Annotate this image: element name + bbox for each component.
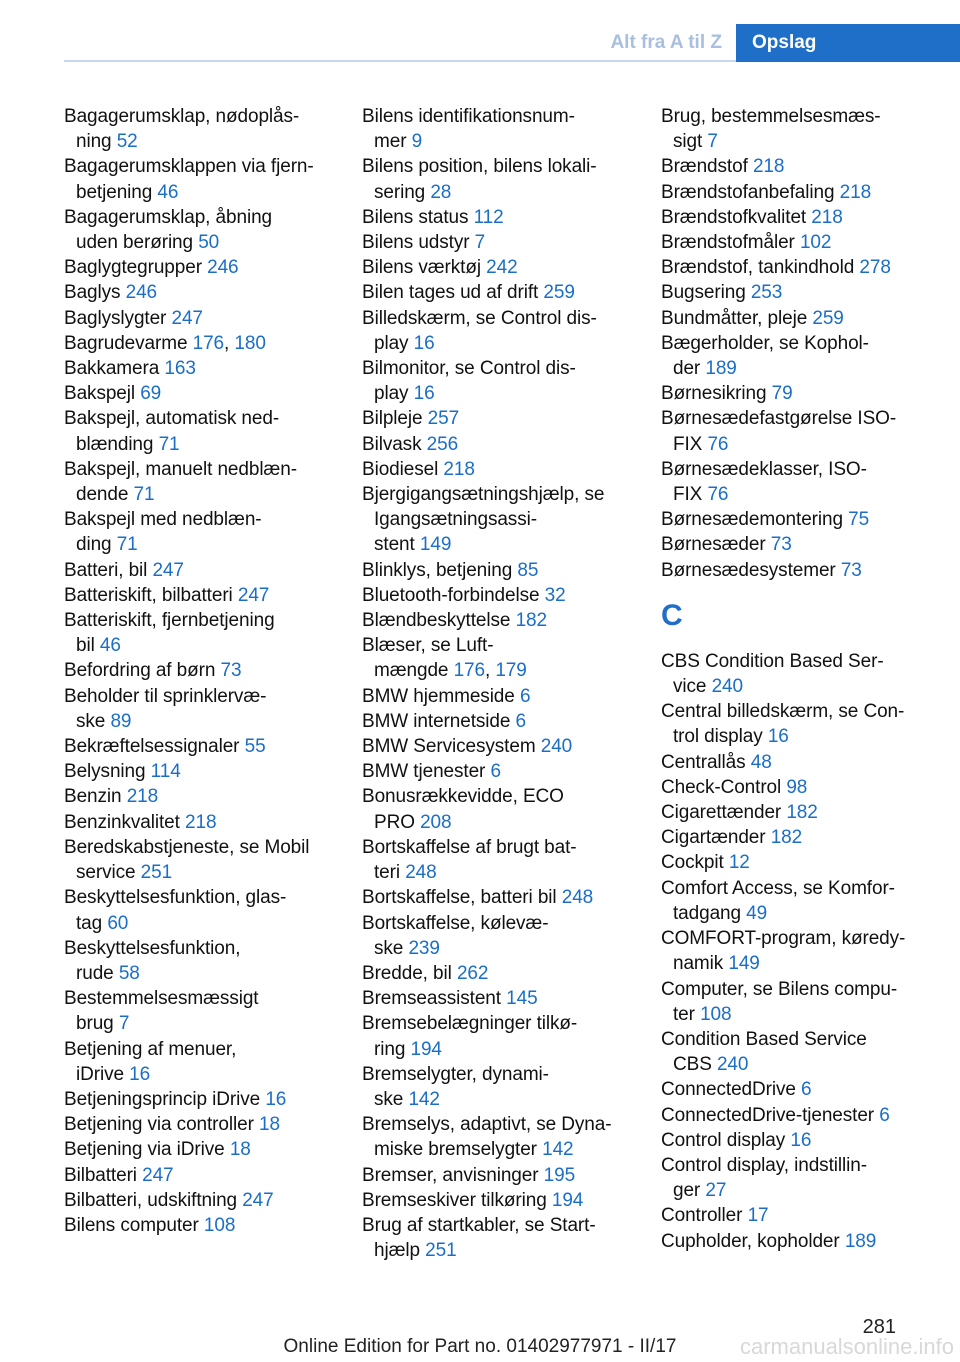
page-reference-link[interactable]: 50 [198,232,220,254]
index-entry [362,280,634,305]
page-reference-link[interactable]: 189 [705,358,737,380]
index-term: Betjening af menuer, iDrive [64,1038,237,1085]
index-entry [64,205,336,255]
page-reference-link[interactable]: 256 [426,433,459,455]
index-term: Brug, bestemmelsesmæs‐ sigt [661,106,881,153]
index-term: Betjeningsprincip iDrive [64,1088,261,1110]
page-reference-link[interactable]: 76 [707,484,729,506]
index-term: Børnesædeklasser, ISO‐ FIX [661,458,867,506]
index-term: Bilens identifikationsnum‐ mer [362,106,575,153]
index-entry [64,1087,336,1112]
page-reference-link[interactable]: 16 [790,1129,812,1151]
index-entry [64,1112,336,1137]
index-term: Brændstof, tankindhold [661,257,855,279]
index-entry [64,684,336,734]
page-reference-link[interactable]: 52 [116,131,138,153]
page-reference-link[interactable]: 17 [747,1205,769,1227]
index-term: Bilens værktøj [362,257,481,279]
index-entry [64,1213,336,1238]
index-term: Cigartænder [661,827,766,849]
index-entry [362,835,634,885]
index-entry [661,775,933,800]
index-entry [661,558,933,583]
index-term: Bekræftelsessignaler [64,736,240,758]
index-entry [64,280,336,305]
index-entry [64,1188,336,1213]
page-reference-link[interactable]: 218 [126,786,159,808]
page-reference-link[interactable]: 89 [110,710,132,732]
index-entry [64,381,336,406]
index-term: Check-Control [661,776,782,798]
page-reference-link[interactable]: 6 [519,685,531,707]
page-reference-link[interactable]: 73 [770,534,792,556]
index-entry [661,507,933,532]
page-reference-link[interactable]: 182 [515,610,547,632]
page-reference-link[interactable]: 142 [542,1139,574,1161]
page-reference-link[interactable]: 32 [544,584,566,606]
index-entry [362,406,634,431]
index-term: Bredde, bil [362,962,452,984]
index-entry [362,1188,634,1213]
index-entry [362,784,634,834]
page-reference-link[interactable]: 48 [750,751,772,773]
page-reference-link[interactable]: 79 [771,383,793,405]
index-entry [362,230,634,255]
page-reference-link[interactable]: 176 [192,332,225,354]
index-term: Børnesæder [661,534,766,556]
index-term: Børnesædefastgørelse ISO‐ FIX [661,408,897,455]
index-term: Benzinkvalitet [64,811,180,833]
index-entry [661,230,933,255]
page-reference-link[interactable]: 75 [848,509,870,531]
index-entry [64,835,336,885]
index-term: Bremselys, adaptivt, se Dyna‐ miske bremselygter [362,1114,612,1161]
index-term: Condition Based Service CBS [661,1028,867,1076]
page-reference-link[interactable]: 73 [840,559,862,581]
index-term: Batteri, bil [64,559,148,581]
index-term: Brug af startkabler, se Start‐ hjælp [362,1214,596,1262]
index-term: Bægerholder, se Kophol‐ der [661,332,869,380]
index-entry [64,810,336,835]
index-term: Brændstofanbefaling [661,181,835,203]
index-entry [661,876,933,926]
index-term: Bakspejl [64,383,136,405]
page-reference-link[interactable]: 112 [473,206,504,228]
page-reference-link[interactable]: 240 [540,736,573,758]
index-entry [362,1062,634,1112]
page-reference-link[interactable]: 262 [456,962,489,984]
index-term: Centrallås [661,751,746,773]
index-entry [661,1203,933,1228]
index-term: Bilbatteri, udskiftning [64,1189,238,1211]
index-term: Bortskaffelse af brugt bat‐ teri [362,836,577,884]
page-reference-link[interactable]: 247 [142,1164,174,1186]
index-entry [64,356,336,381]
index-term: Bakspejl, automatisk ned‐ blænding [64,408,280,455]
page-reference-link[interactable]: 189 [844,1230,877,1252]
index-term: Baglygtegrupper [64,257,202,279]
index-entry [64,784,336,809]
index-entry [362,986,634,1011]
index-term: Bilmonitor, se Control dis‐ play [362,358,576,405]
page-reference-link[interactable]: 195 [543,1164,576,1186]
index-entry [661,649,933,699]
index-term: Blæser, se Luft‐ mængde [362,635,494,682]
page-reference-link[interactable]: 247 [152,559,184,581]
index-term: Bjergigangsætningshjælp, se Igangsætningsassi‐ stent [362,484,605,556]
index-column-1 [64,104,336,1238]
index-entry: Bagrudevarme 176, 180 [64,332,266,354]
page-reference-link[interactable]: 6 [879,1104,890,1126]
page-reference-link[interactable]: 7 [707,131,718,153]
page-reference-link[interactable]: 71 [133,484,155,506]
index-term: Brændstof [661,156,748,178]
index-entry [362,608,634,633]
index-term: Cockpit [661,852,724,874]
page-reference-link[interactable]: 18 [259,1114,280,1136]
index-term: Bagrudevarme [64,332,188,354]
index-term: Bremselygter, dynami‐ ske [362,1063,549,1110]
page-reference-link[interactable]: 149 [728,953,760,975]
index-entry [64,936,336,986]
index-entry [661,750,933,775]
index-entry [64,1163,336,1188]
page-reference-link[interactable]: 98 [786,776,808,798]
index-term: Bilvask [362,433,422,455]
index-entry [661,1103,933,1128]
index-term: Bugsering [661,282,746,304]
page-reference-link[interactable]: 251 [425,1240,457,1262]
page-reference-link[interactable]: 149 [419,534,452,556]
index-term: Bagagerumsklap, nødoplås‐ ning [64,106,300,153]
page-reference-link[interactable]: 182 [770,827,803,849]
index-entry [661,1229,933,1254]
index-entry [661,280,933,305]
index-entry [362,104,634,154]
index-entry [661,800,933,825]
index-term: Control display, indstillin‐ ger [661,1154,867,1202]
index-term: Bundmåtter, pleje [661,307,808,329]
index-term: Billedskærm, se Control dis‐ play [362,307,597,354]
index-term: Betjening via controller [64,1114,254,1136]
index-entry [362,356,634,406]
page-reference-link[interactable]: 239 [408,937,440,959]
index-term: Bestemmelsesmæssigt brug [64,988,259,1035]
page-reference-link[interactable]: 73 [220,660,242,682]
index-entry [661,457,933,507]
index-term: Biodiesel [362,458,439,480]
index-entry [64,658,336,683]
index-term: Betjening via iDrive [64,1139,225,1161]
index-entry [64,734,336,759]
page-reference-link[interactable]: 12 [728,852,750,874]
index-entry [64,885,336,935]
header-chapter-tab[interactable]: Opslag [736,24,960,62]
page-reference-link[interactable]: 55 [244,736,266,758]
index-entry [661,977,933,1027]
index-entry [661,1153,933,1203]
letter-heading: C [661,598,683,632]
index-entry [362,558,634,583]
page-reference-link[interactable]: 180 [234,332,266,354]
index-entry [64,457,336,507]
index-column-3 [661,104,933,1254]
index-entry [64,608,336,658]
index-entry [661,850,933,875]
page-reference-link[interactable]: 182 [786,802,818,824]
index-term: BMW tjenester [362,761,486,783]
page-reference-link[interactable]: 58 [118,962,140,984]
index-term: Børnesædesystemer [661,559,836,581]
page-reference-link[interactable]: 194 [410,1038,442,1060]
page-reference-link[interactable]: 259 [812,307,844,329]
page-reference-link[interactable]: 7 [118,1013,130,1035]
page-reference-link[interactable]: 6 [801,1079,812,1101]
page-reference-link[interactable]: 60 [107,912,129,934]
index-term: Bakspejl, manuelt nedblæn‐ dende [64,458,297,506]
page-reference-link[interactable]: 194 [551,1189,584,1211]
index-entry [64,1037,336,1087]
index-term: Bortskaffelse, batteri bil [362,887,557,909]
page-reference-link[interactable]: 248 [405,862,437,884]
index-term: BMW internetside [362,710,511,732]
page-reference-link[interactable]: 85 [517,559,539,581]
index-term: Bortskaffelse, kølevæ‐ ske [362,912,549,959]
index-term: Baglyslygter [64,307,167,329]
index-term: CBS Condition Based Ser‐ vice [661,650,884,698]
index-term: Bagagerumsklap, åbning uden berøring [64,206,272,254]
page-reference-link[interactable]: 16 [413,332,435,354]
index-term: Bilens status [362,206,469,228]
page-reference-link[interactable]: 145 [506,988,538,1010]
index-entry [661,1077,933,1102]
page-reference-link[interactable]: 142 [408,1088,440,1110]
index-term: Bilbatteri [64,1164,137,1186]
index-term: Bilen tages ud af drift [362,282,539,304]
index-entry [64,1137,336,1162]
index-term: ConnectedDrive [661,1079,796,1101]
index-entry [362,1213,634,1263]
index-term: Bonusrækkevidde, ECO PRO [362,786,564,833]
index-entry [362,205,634,230]
page-reference-link[interactable]: 176 [453,660,485,682]
index-term: Brændstofkvalitet [661,206,807,228]
page-reference-link[interactable]: 247 [237,584,270,606]
index-term: Børnesikring [661,383,767,405]
index-entry [362,1112,634,1162]
index-entry [661,180,933,205]
index-entry [661,406,933,456]
page-reference-link[interactable]: 108 [203,1214,236,1236]
page-reference-link[interactable]: 259 [543,282,575,304]
page-reference-link[interactable]: 16 [413,383,435,405]
page-reference-link[interactable]: 246 [207,257,239,279]
index-term: Bilpleje [362,408,423,430]
index-term: ConnectedDrive-tjenester [661,1104,875,1126]
page-reference-link[interactable]: 251 [140,862,173,884]
page-reference-link[interactable]: 179 [495,660,527,682]
page-reference-link[interactable]: 76 [707,433,729,455]
index-entry [64,759,336,784]
index-term: Benzin [64,786,122,808]
index-column-2 [362,104,634,1263]
index-term: Bluetooth-forbindelse [362,584,540,606]
index-entry [64,104,336,154]
page-reference-link[interactable]: 9 [411,131,423,153]
index-entry [661,532,933,557]
index-entry [362,961,634,986]
index-entry [64,406,336,456]
index-entry [362,482,634,558]
index-term: Cupholder, kopholder [661,1230,840,1252]
page-reference-link[interactable]: 246 [125,282,158,304]
page-reference-link[interactable]: 253 [750,282,783,304]
page-reference-link[interactable]: 27 [705,1180,727,1202]
page-reference-link[interactable]: 218 [443,458,475,480]
index-entry [362,154,634,204]
index-term: Batteriskift, fjernbetjening bil [64,610,275,657]
page-reference-link[interactable]: 49 [746,902,768,924]
index-term: Bremseskiver tilkøring [362,1189,547,1211]
index-term: Control display [661,1129,786,1151]
watermark: carmanualsonline.info [739,1334,954,1359]
page-reference-link[interactable]: 16 [129,1063,151,1085]
index-term: Bremsebelægninger tilkø‐ ring [362,1013,578,1060]
page-reference-link[interactable]: 218 [839,181,872,203]
index-term: Børnesædemontering [661,509,843,531]
page-number: 281 [862,1316,896,1338]
index-entry: Blæser, se Luft‐ mængde 176, 179 [362,635,527,682]
index-entry [661,1027,933,1077]
footer-edition-note: Online Edition for Part no. 01402977971 - II/17 [283,1336,677,1357]
index-term: BMW hjemmeside [362,685,515,707]
index-term: Controller [661,1205,743,1227]
index-term: Bagagerumsklappen via fjern‐ betjening [64,156,314,203]
index-entry [661,154,933,179]
page-reference-link[interactable]: 18 [229,1139,251,1161]
index-term: Bremser, anvisninger [362,1164,539,1186]
index-entry [64,986,336,1036]
page-reference-link[interactable]: 218 [185,811,217,833]
page-reference-link[interactable]: 46 [99,635,121,657]
index-entry [661,104,933,154]
index-entry [362,759,634,784]
index-entry [362,911,634,961]
index-entry [64,583,336,608]
index-entry [362,457,634,482]
index-entry [362,583,634,608]
page-reference-link[interactable]: 69 [140,383,162,405]
page-reference-link[interactable]: 28 [430,181,452,203]
index-term: Computer, se Bilens compu‐ ter [661,978,898,1025]
index-entry [661,306,933,331]
page-reference-link[interactable]: 257 [427,408,460,430]
index-term: Bilens position, bilens lokali‐ sering [362,156,597,203]
index-entry [661,205,933,230]
page-reference-link[interactable]: 247 [171,307,203,329]
index-term: Cigarettænder [661,802,782,824]
page-reference-link[interactable]: 208 [420,811,452,833]
index-term: Beskyttelsesfunktion, rude [64,937,241,984]
header-section-title: Alt fra A til Z [610,32,722,53]
index-entry [362,1011,634,1061]
page-reference-link[interactable]: 114 [150,761,181,783]
index-entry [362,684,634,709]
index-term: Bakkamera [64,358,160,380]
index-entry [362,709,634,734]
index-term: Bremseassistent [362,988,501,1010]
page-reference-link[interactable]: 242 [486,257,518,279]
index-entry [64,507,336,557]
page-reference-link[interactable]: 163 [164,358,196,380]
index-term: Belysning [64,761,146,783]
page-reference-link[interactable]: 240 [716,1054,749,1076]
index-entry [362,734,634,759]
page-reference-link[interactable]: 247 [242,1189,274,1211]
index-entry [64,558,336,583]
index-entry [661,255,933,280]
page-reference-link[interactable]: 102 [799,232,832,254]
page-reference-link[interactable]: 71 [116,534,138,556]
index-term: Blændbeskyttelse [362,610,511,632]
index-term: Bakspejl med nedblæn‐ ding [64,509,262,556]
index-entry [362,255,634,280]
index-entry [64,255,336,280]
index-entry [661,825,933,850]
index-entry [661,699,933,749]
index-term: Bilens computer [64,1214,199,1236]
index-term: Beredskabstjeneste, se Mobil service [64,836,310,884]
page-reference-link[interactable]: 218 [752,156,785,178]
page-reference-link[interactable]: 71 [158,433,180,455]
page-reference-link[interactable]: 108 [700,1003,732,1025]
index-term: Blinklys, betjening [362,559,513,581]
page-reference-link[interactable]: 240 [711,676,743,698]
page-reference-link[interactable]: 16 [265,1088,287,1110]
page-reference-link[interactable]: 7 [474,232,486,254]
index-entry [362,885,634,910]
index-term: BMW Servicesystem [362,736,536,758]
index-term: Beskyttelsesfunktion, glas‐ tag [64,887,287,934]
index-entry [661,331,933,381]
index-term: Bilens udstyr [362,232,470,254]
index-entry [64,154,336,204]
index-term: Baglys [64,282,121,304]
index-term: Beholder til sprinklervæ‐ ske [64,685,267,732]
index-term: COMFORT-program, køredy‐ namik [661,928,906,975]
page-reference-link[interactable]: 46 [157,181,179,203]
index-term: Central billedskærm, se Con‐ trol display [661,701,905,748]
page-reference-link[interactable]: 278 [859,257,891,279]
index-term: Comfort Access, se Komfor‐ tadgang [661,877,895,924]
index-entry [362,306,634,356]
page-reference-link[interactable]: 6 [515,710,526,732]
index-entry [661,926,933,976]
index-term: Brændstofmåler [661,232,795,254]
page-reference-link[interactable]: 218 [811,206,843,228]
index-entry [661,1128,933,1153]
index-entry [661,381,933,406]
page-reference-link[interactable]: 248 [561,887,594,909]
index-entry [362,432,634,457]
index-term: Batteriskift, bilbatteri [64,584,233,606]
index-entry [362,1163,634,1188]
index-entry [64,306,336,331]
page-reference-link[interactable]: 6 [490,761,501,783]
index-term: Befordring af børn [64,660,216,682]
page-reference-link[interactable]: 16 [767,726,789,748]
